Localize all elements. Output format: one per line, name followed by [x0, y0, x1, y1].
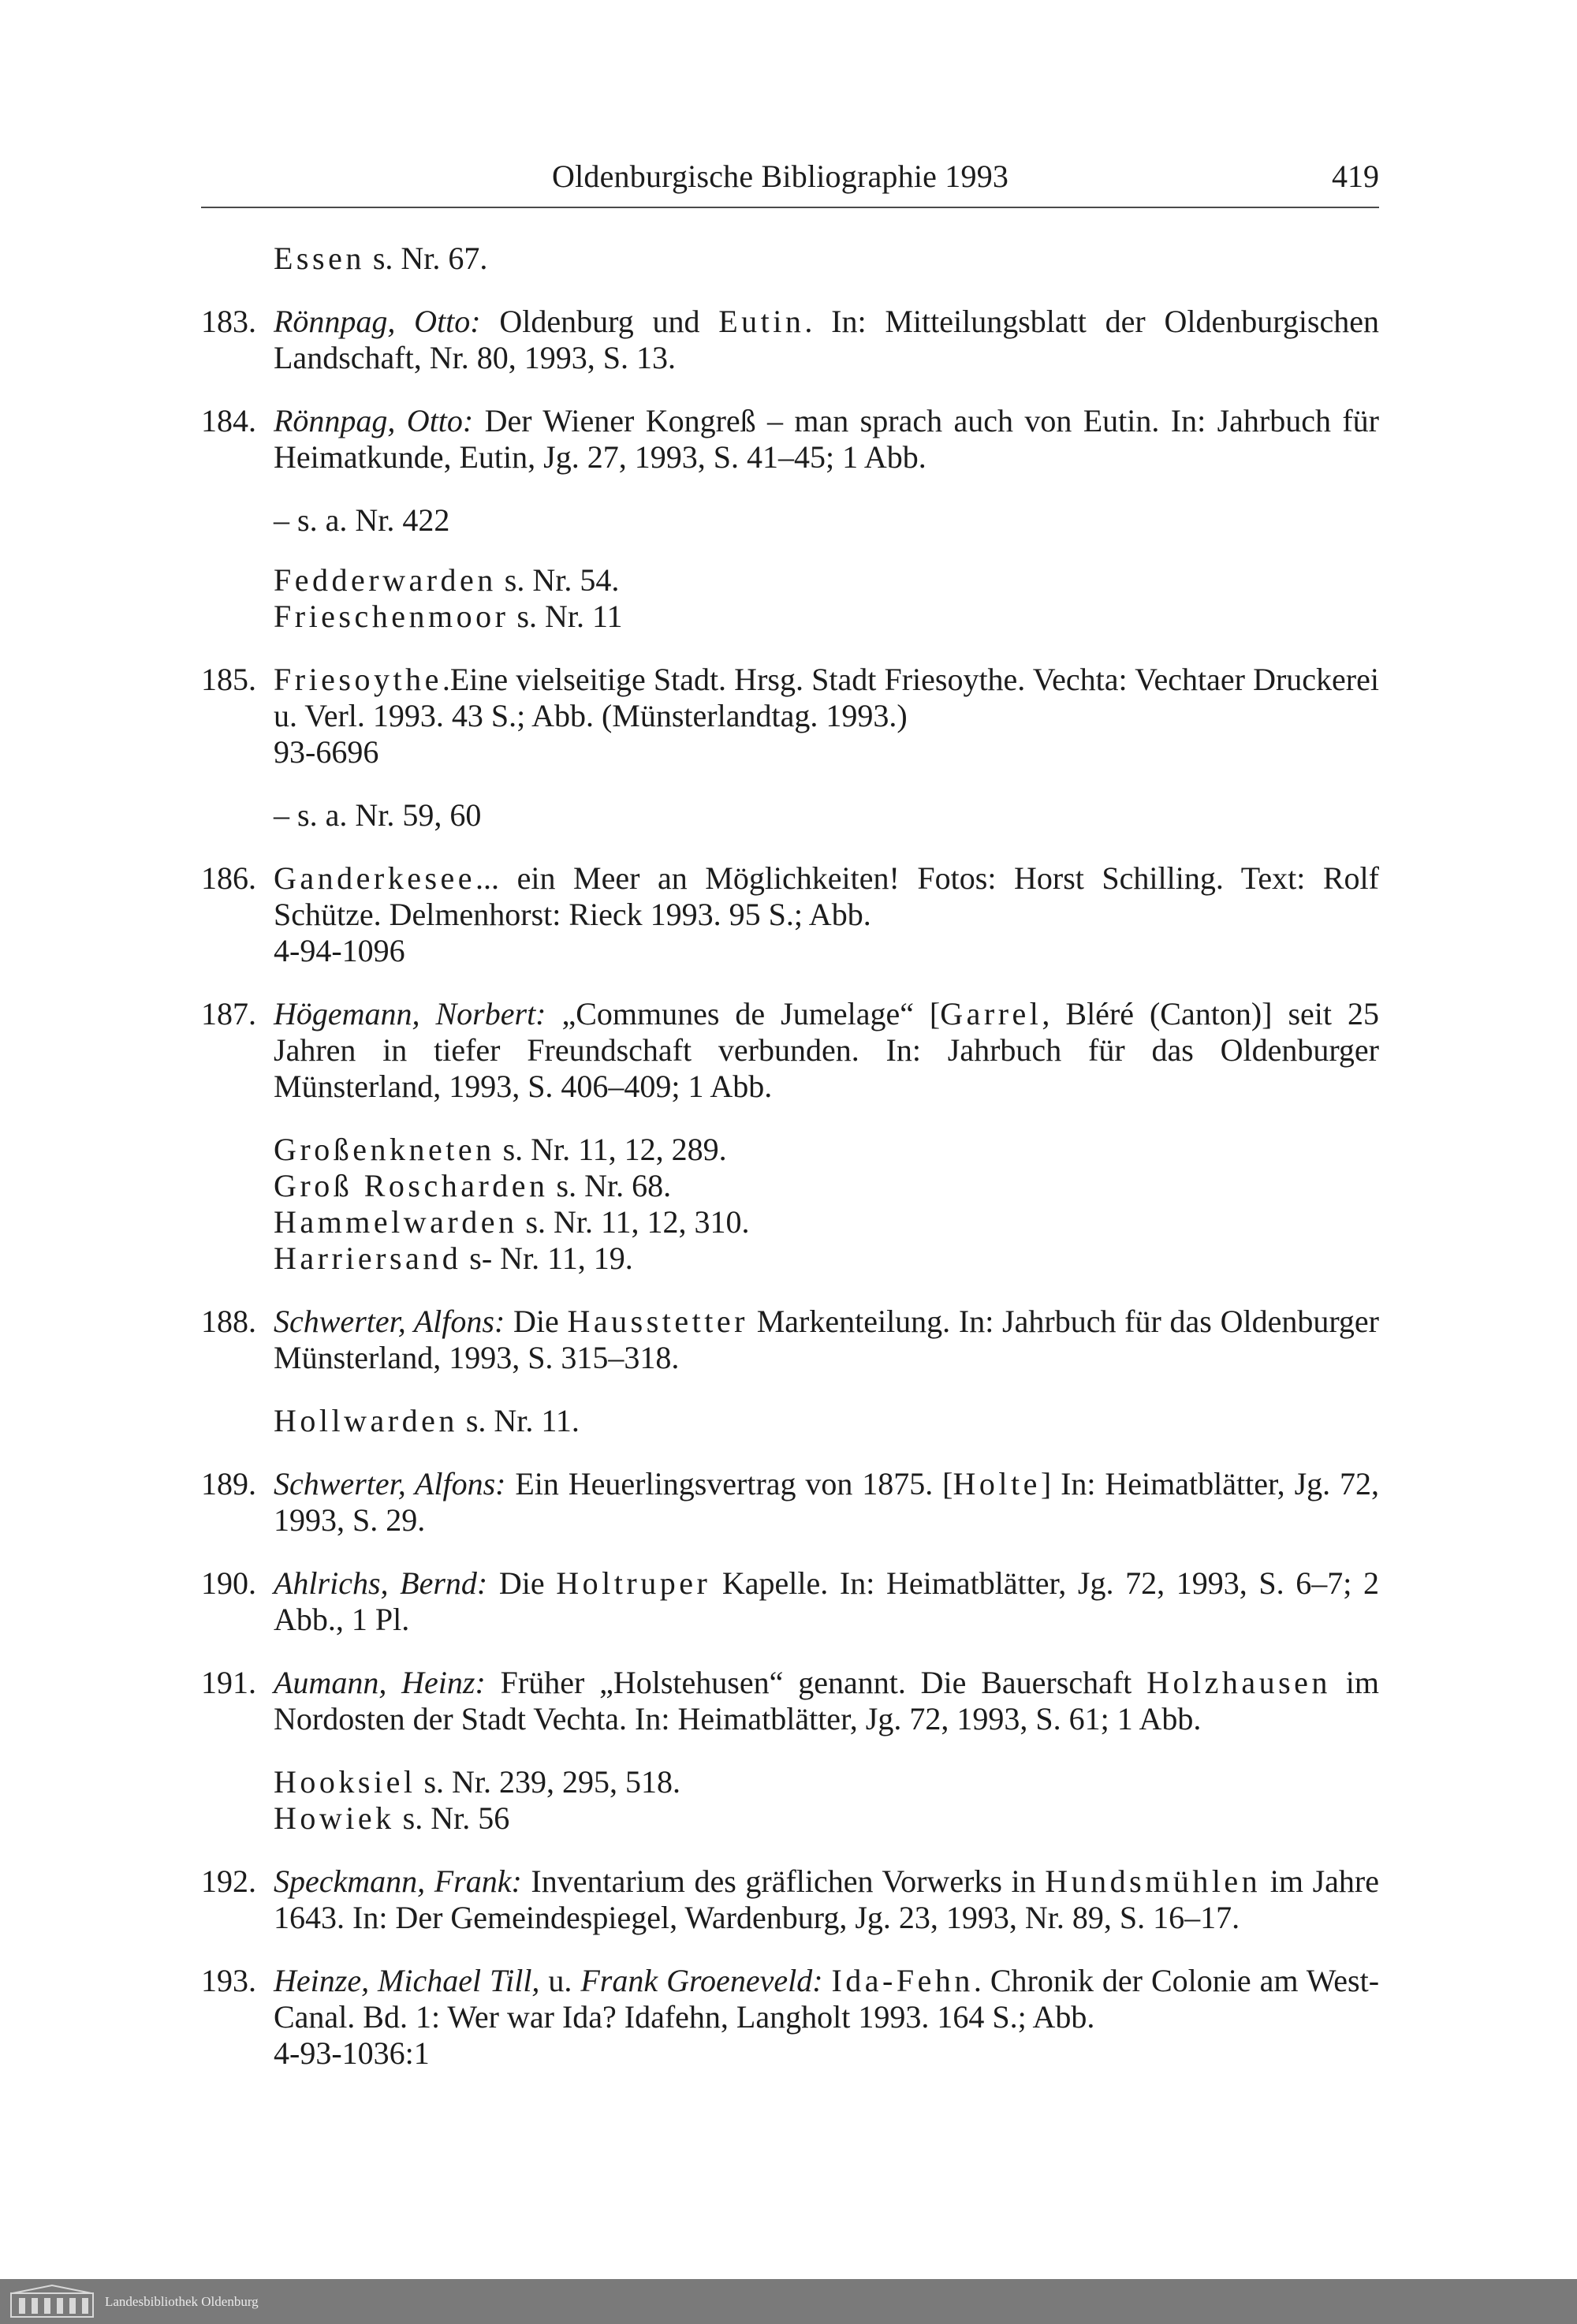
entry-number: 183. [201, 304, 256, 339]
place-reference-essen: Essen s. Nr. 67. [274, 241, 488, 276]
place-reference-grossenkneten: Großenkneten s. Nr. 11, 12, 289. [274, 1132, 727, 1167]
place-reference-fedderwarden: Fedderwarden s. Nr. 54. [274, 562, 620, 598]
place-reference-harriersand: Harriersand s- Nr. 11, 19. [274, 1240, 633, 1276]
header-rule [201, 207, 1379, 208]
entry-number: 188. [201, 1304, 256, 1339]
entry-183 [201, 304, 1379, 376]
entry-191 [201, 1665, 1379, 1737]
entry-187 [201, 996, 1379, 1105]
place-reference-frieschenmoor: Frieschenmoor s. Nr. 11 [274, 599, 623, 634]
entry-text: Speckmann, Frank: Inventarium des gräflichen Vorwerks in Hundsmühlen im Jahre 1643. In: Der Gemeindespiegel, Wardenburg, Jg. 23, 1993, Nr. 89, S. 16–17. [274, 1863, 1379, 1935]
place-reference-gross-roscharden: Groß Roscharden s. Nr. 68. [274, 1168, 672, 1203]
entry-188 [201, 1304, 1379, 1376]
entry-185 [201, 662, 1379, 770]
place-reference-hammelwarden: Hammelwarden s. Nr. 11, 12, 310. [274, 1204, 750, 1240]
entry-186 [201, 860, 1379, 969]
entry-text: Ahlrichs, Bernd: Die Holtruper Kapelle. In: Heimatblätter, Jg. 72, 1993, S. 6–7; 2 Abb., 1 Pl. [274, 1565, 1379, 1637]
signature: 93-6696 [274, 734, 379, 770]
entry-text: Friesoythe.Eine vielseitige Stadt. Hrsg. Stadt Friesoythe. Vechta: Vechtaer Druckerei u. Verl. 1993. 43 S.; Abb. (Münsterlandtag. 1993.) 93-6696 [274, 662, 1379, 770]
entry-text: Heinze, Michael Till, u. Frank Groeneveld: Ida-Fehn. Chronik der Colonie am West-Canal. Bd. 1: Wer war Ida? Idafehn, Langholt 1993. 164 S.; Abb. 4-93-1036:1 [274, 1963, 1380, 2071]
running-title: Oldenburgische Bibliographie 1993 [552, 159, 1009, 194]
place-reference-hollwarden: Hollwarden s. Nr. 11. [274, 1403, 580, 1438]
entry-text: Schwerter, Alfons: Die Hausstetter Markenteilung. In: Jahrbuch für das Oldenburger Münsterland, 1993, S. 315–318. [274, 1304, 1380, 1375]
entry-192 [201, 1863, 1379, 1936]
library-footer [0, 2279, 1577, 2324]
entry-text: Aumann, Heinz: Früher „Holstehusen“ genannt. Die Bauerschaft Holzhausen im Nordosten der Stadt Vechta. In: Heimatblätter, Jg. 72, 1993, S. 61; 1 Abb. [274, 1665, 1379, 1736]
entry-190 [201, 1565, 1379, 1638]
page-header [201, 151, 1379, 207]
library-name: Landesbibliothek Oldenburg [105, 2294, 259, 2309]
entry-number: 191. [201, 1665, 256, 1700]
entry-189 [201, 1466, 1379, 1539]
place-reference-hooksiel: Hooksiel s. Nr. 239, 295, 518. [274, 1764, 681, 1800]
signature: 4-94-1096 [274, 933, 405, 968]
bibliography-body [201, 241, 1379, 2072]
entry-number: 190. [201, 1565, 256, 1601]
entry-number: 184. [201, 403, 256, 438]
entry-number: 185. [201, 662, 256, 697]
entry-number: 189. [201, 1466, 256, 1501]
entry-text: Ganderkesee... ein Meer an Möglichkeiten! Fotos: Horst Schilling. Text: Rolf Schütze. Delmenhorst: Rieck 1993. 95 S.; Abb. 4-94-1096 [274, 860, 1379, 968]
library-building-icon [9, 2284, 95, 2318]
entry-number: 186. [201, 860, 256, 896]
entry-193 [201, 1963, 1379, 2072]
see-also-reference: – s. a. Nr. 59, 60 [274, 797, 482, 833]
entry-number: 193. [201, 1963, 256, 1998]
entry-number: 187. [201, 996, 256, 1031]
place-reference-howiek: Howiek s. Nr. 56 [274, 1800, 510, 1836]
entry-184 [201, 403, 1379, 476]
entry-text: Högemann, Norbert: „Communes de Jumelage“ [Garrel, Bléré (Canton)] seit 25 Jahren in tiefer Freundschaft verbunden. In: Jahrbuch für das Oldenburger Münsterland, 1993, S. 406–409; 1 Abb. [274, 996, 1379, 1104]
entry-text: Rönnpag, Otto: Der Wiener Kongreß – man sprach auch von Eutin. In: Jahrbuch für Heimatkunde, Eutin, Jg. 27, 1993, S. 41–45; 1 Abb. [274, 403, 1379, 475]
entry-text: Schwerter, Alfons: Ein Heuerlingsvertrag von 1875. [Holte] In: Heimatblätter, Jg. 72, 1993, S. 29. [274, 1466, 1380, 1538]
entry-number: 192. [201, 1863, 256, 1899]
see-also-reference: – s. a. Nr. 422 [274, 502, 450, 538]
signature: 4-93-1036:1 [274, 2035, 430, 2071]
page-number: 419 [1332, 159, 1379, 194]
entry-text: Rönnpag, Otto: Oldenburg und Eutin. In: Mitteilungsblatt der Oldenburgischen Landschaft, Nr. 80, 1993, S. 13. [274, 304, 1379, 375]
